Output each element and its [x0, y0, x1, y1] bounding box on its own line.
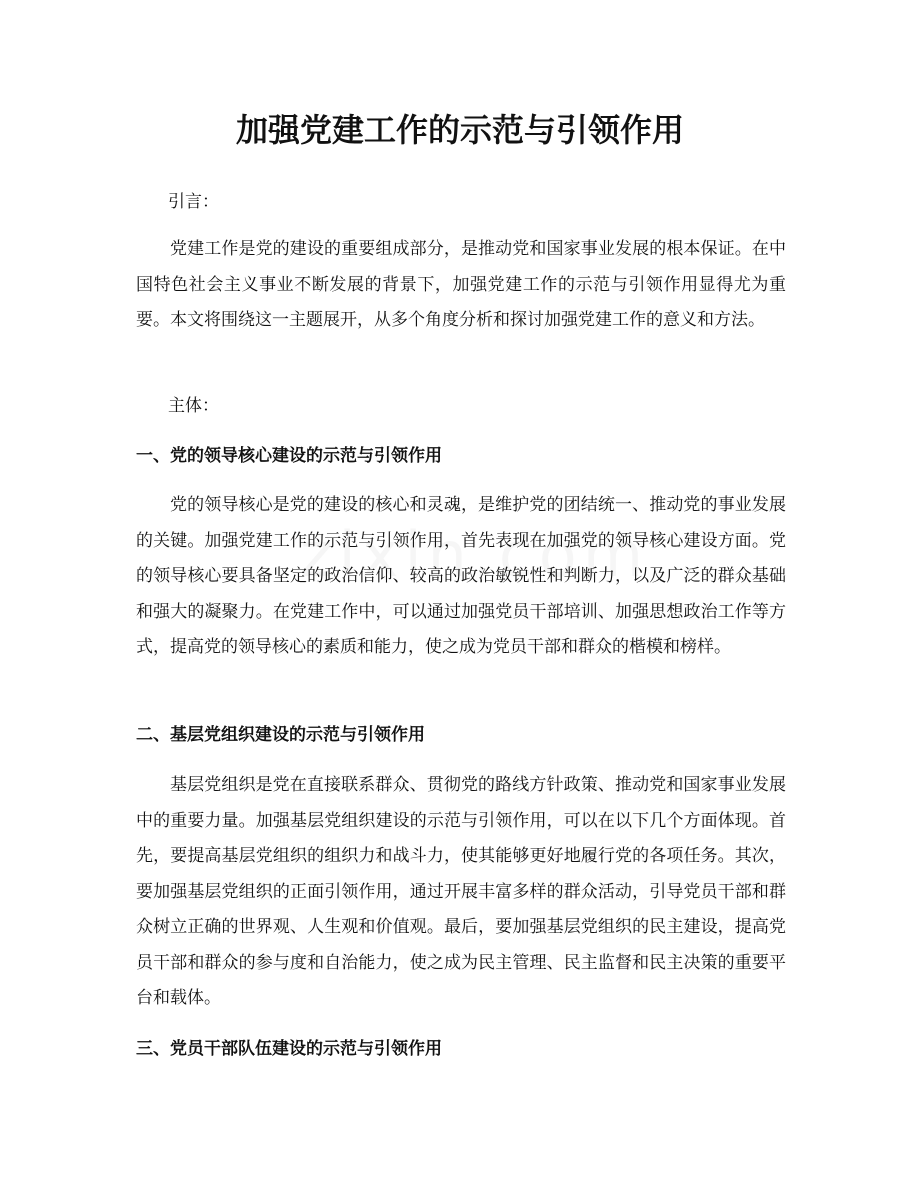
section-1-paragraph: 党的领导核心是党的建设的核心和灵魂，是维护党的团结统一、推动党的事业发展的关键。加强党建工作的示范与引领作用，首先表现在加强党的领导核心建设方面。党的领导核心要具备坚定的政治信仰、较高的政治敏锐性和判断力，以及广泛的群众基础和强大的凝聚力。在党建工作中，可以通过加强党员干部培训、加强思想政治工作等方式，提高党的领导核心的素质和能力，使之成为党员干部和群众的楷模和榜样。: [136, 495, 786, 657]
body-label: 主体：: [168, 396, 219, 416]
section-1-heading: 一、党的领导核心建设的示范与引领作用: [136, 446, 442, 466]
intro-label: 引言：: [168, 192, 219, 212]
section-2-heading: 二、基层党组织建设的示范与引领作用: [136, 725, 425, 745]
section-2-paragraph: 基层党组织是党在直接联系群众、贯彻党的路线方针政策、推动党和国家事业发展中的重要力量。加强基层党组织建设的示范与引领作用，可以在以下几个方面体现。首先，要提高基层党组织的组织力和战斗力，使其能够更好地履行党的各项任务。其次，要加强基层党组织的正面引领作用，通过开展丰富多样的群众活动，引导党员干部和群众树立正确的世界观、人生观和价值观。最后，要加强基层党组织的民主建设，提高党员干部和群众的参与度和自治能力，使之成为民主管理、民主监督和民主决策的重要平台和载体。: [136, 775, 786, 1008]
document-title: 加强党建工作的示范与引领作用: [235, 111, 684, 149]
intro-paragraph: 党建工作是党的建设的重要组成部分，是推动党和国家事业发展的根本保证。在中国特色社会主义事业不断发展的背景下，加强党建工作的示范与引领作用显得尤为重要。本文将围绕这一主题展开，从多个角度分析和探讨加强党建工作的意义和方法。: [136, 239, 786, 330]
section-3-heading: 三、党员干部队伍建设的示范与引领作用: [136, 1039, 442, 1059]
